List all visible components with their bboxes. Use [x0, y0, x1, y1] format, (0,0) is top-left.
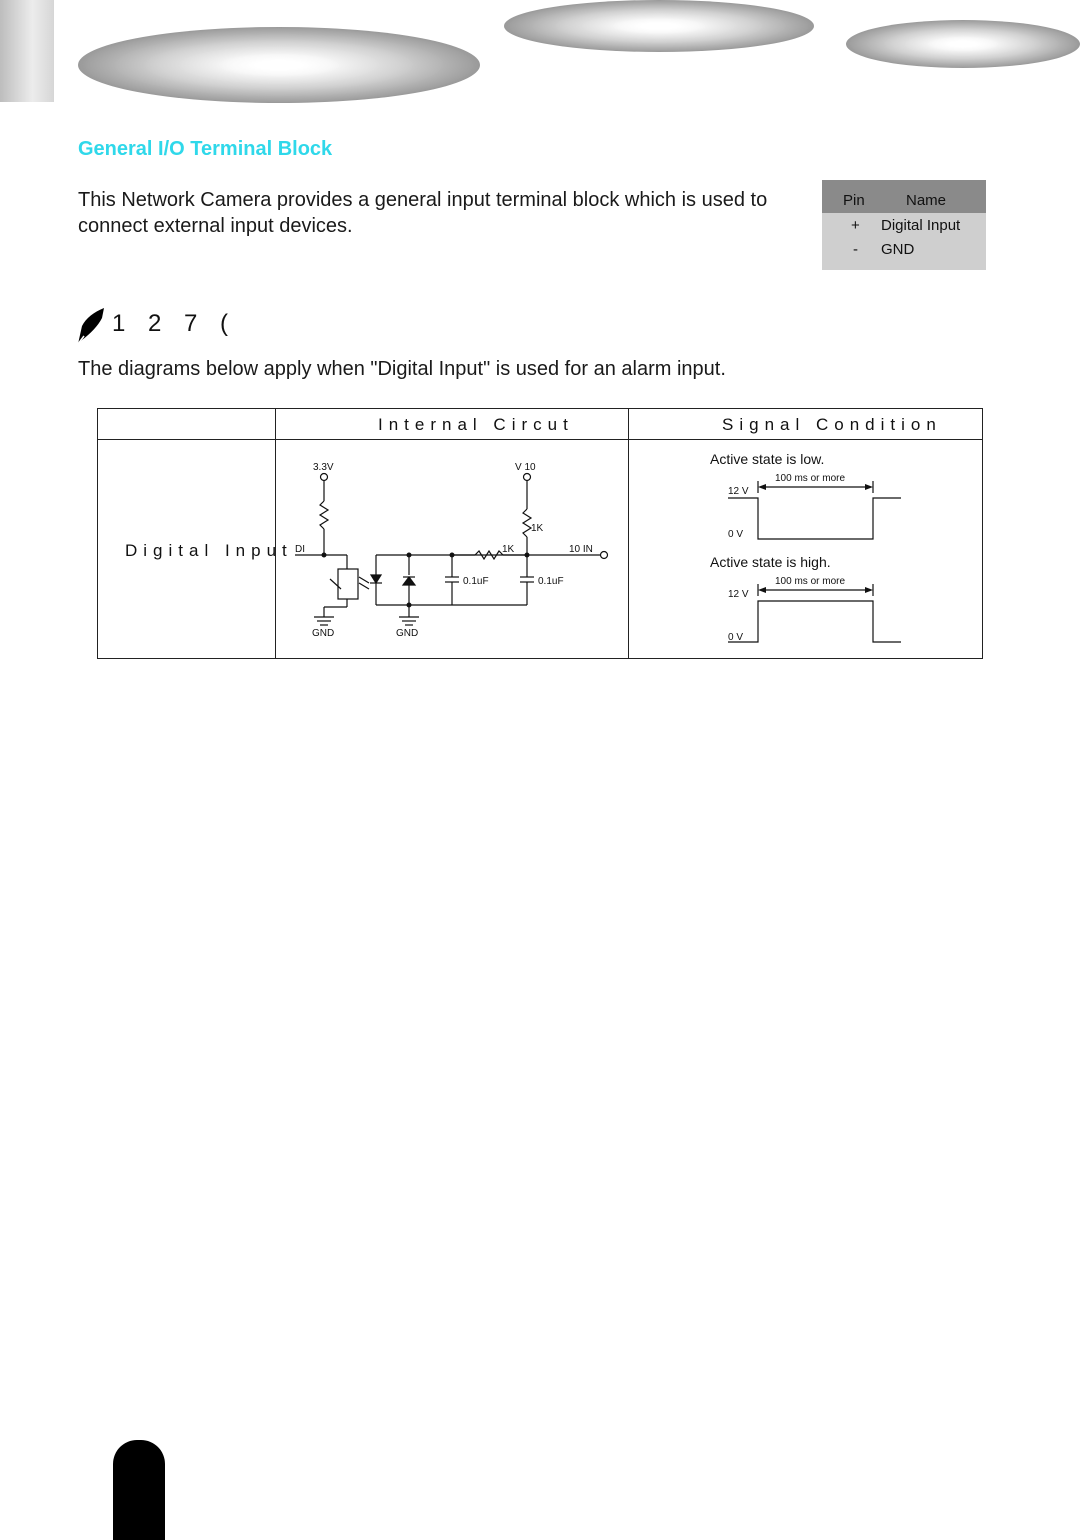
pin-row	[822, 240, 986, 264]
label-capacitor-2: 0.1uF	[538, 576, 564, 587]
note-pen-icon	[76, 306, 106, 346]
label-gnd-2: GND	[396, 628, 419, 639]
label-1k-horizontal: 1K	[502, 544, 515, 555]
pin-header: Pin	[843, 192, 865, 209]
header-lens-decoration	[78, 27, 480, 103]
internal-circuit-diagram	[275, 439, 627, 658]
header-corner-tab	[0, 0, 54, 102]
page-number-tab	[113, 1440, 165, 1540]
label-v10: V 10	[515, 462, 536, 473]
digital-input-row-label: Digital Input	[125, 541, 293, 560]
note-text: The diagrams below apply when "Digital Input" is used for an alarm input.	[78, 358, 726, 380]
label-gnd-1: GND	[312, 628, 335, 639]
label-3v3: 3.3V	[313, 462, 334, 473]
pin-table-header	[822, 180, 986, 213]
pin-table	[822, 180, 986, 270]
internal-circuit-header: Internal Circut	[378, 415, 574, 434]
high-voltage-label-low: 12 V	[728, 486, 749, 497]
section-title: General I/O Terminal Block	[78, 138, 333, 160]
label-di: DI	[295, 544, 305, 555]
active-high-waveform	[728, 584, 901, 642]
zero-voltage-label-high: 0 V	[728, 632, 744, 643]
zero-voltage-label-low: 0 V	[728, 529, 744, 540]
signal-condition-diagram	[629, 439, 982, 658]
high-voltage-label-high: 12 V	[728, 589, 749, 600]
pin-row	[822, 216, 986, 240]
name-header: Name	[906, 192, 947, 209]
header-lens-decoration	[846, 20, 1080, 68]
intro-paragraph: This Network Camera provides a general input terminal block which is used to connect external input devices.	[78, 189, 768, 237]
label-1k-vertical: 1K	[531, 523, 544, 534]
pin-cell: -	[853, 241, 858, 258]
pin-name-cell: Digital Input	[881, 217, 961, 234]
note-label: 1 2 7 (	[112, 310, 237, 337]
label-capacitor-1: 0.1uF	[463, 576, 489, 587]
label-10-in: 10 IN	[569, 544, 593, 555]
pin-cell: +	[851, 217, 860, 234]
active-low-title: Active state is low.	[710, 451, 825, 467]
signal-condition-header: Signal Condition	[722, 415, 942, 434]
active-low-waveform	[728, 481, 901, 539]
active-high-title: Active state is high.	[710, 554, 831, 570]
header-lens-decoration	[504, 0, 814, 52]
pin-name-cell: GND	[881, 241, 915, 258]
duration-label-low: 100 ms or more	[775, 473, 846, 484]
duration-label-high: 100 ms or more	[775, 576, 846, 587]
